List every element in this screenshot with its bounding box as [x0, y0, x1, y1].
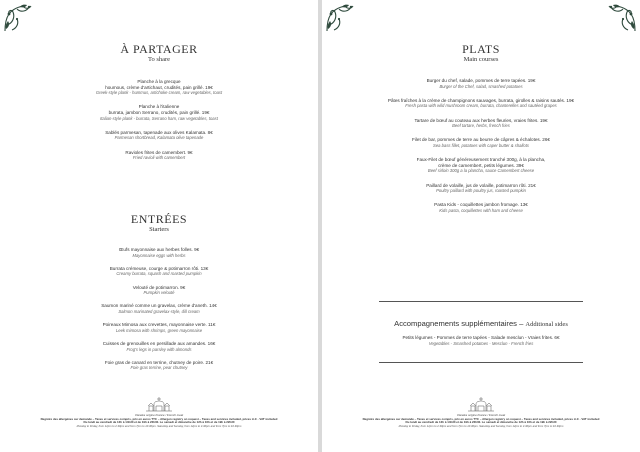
- menu-item-name: Foie gras de canard en terrine, chutney de poire. 21€: [104, 359, 214, 365]
- menu-item: [0, 79, 318, 95]
- menu-item-translation: Frog's legs in parsley with almonds: [126, 346, 192, 352]
- menu-item: [0, 150, 318, 161]
- menu-page-left: [0, 0, 318, 452]
- section-entrees: [0, 213, 318, 371]
- section-a-partager: [0, 43, 318, 160]
- menu-item-name: Tartare de bœuf au couteau aux herbes fleuries, vraies frites. 19€: [414, 117, 548, 123]
- menu-item: [0, 266, 318, 277]
- menu-item: [0, 130, 318, 141]
- footer: [0, 414, 318, 428]
- allergen-note: Registre des allergènes sur demande – Taxes et services compris, prix en euros TTC – Allergen registry on request – Taxes and services included, prices in € - VAT included: [40, 416, 278, 421]
- menu-item-translation: Poultry paillard with poultry jus, roasted pumpkin: [436, 188, 526, 194]
- menu-item-name: Velouté de potimarron. 9€: [132, 284, 186, 290]
- restaurant-logo-icon: [144, 396, 174, 412]
- opening-hours-fr: Du lundi au vendredi de 12h à 14h30 et de 19h à 22h30. Le samedi et dimanche de 12h à 16h et de 19h à 22h30: [83, 420, 235, 425]
- section-subtitle: Starters: [149, 226, 169, 233]
- section-accompagnements: [322, 319, 640, 346]
- opening-hours-en: Monday to Friday, from 12pm to 2.30pm and from 7pm to 10.30pm. Saturday and Sunday, from 12pm to 4.30pm and from 7pm to 10.30pm: [76, 424, 242, 428]
- section-title: [322, 319, 640, 329]
- opening-hours-en: Monday to Friday, from 12pm to 2.30pm and from 7pm to 10.30pm. Saturday and Sunday, from 12pm to 4.30pm and from 7pm to 10.30pm: [398, 424, 564, 428]
- menu-item-translation: Mayonnaise eggs with herbs: [132, 252, 186, 258]
- section-plats: [322, 43, 640, 213]
- menu-item-translation: Italian-style plank - burrata, Serrano ham, raw vegetables, toast: [100, 115, 218, 121]
- menu-item: [322, 157, 640, 173]
- menu-item-name: Ravioles frites de camembert. 9€: [125, 149, 193, 155]
- restaurant-logo-icon: [466, 396, 496, 412]
- section-title: ENTRÉES: [130, 212, 188, 226]
- menu-item-name: Faux-Filet de bœuf généreusement tranché 300g, à la plancha,: [416, 157, 546, 163]
- menu-item-translation: Leek mimosa with shrimps, green mayonnaise: [115, 327, 203, 333]
- menu-item-translation: Foie gras terrine, pear chutney: [130, 365, 188, 371]
- menu-page-right: [322, 0, 640, 452]
- sides-list-translation: Vegetables - Smashed potatoes - Mesclun - French fries: [428, 340, 534, 346]
- menu-item-name: Planche à l'italienne: [138, 104, 180, 110]
- section-subtitle: Additional sides: [525, 321, 568, 328]
- menu-item-translation: Beef sirloin 300g a la plancha, sauce Camembert cheese: [427, 168, 535, 174]
- section-subtitle: To share: [147, 56, 171, 63]
- menu-item-translation: Greek-style plank - hummus, artichoke cream, raw vegetables, toast: [95, 90, 223, 96]
- section-title: PLATS: [462, 42, 500, 56]
- section-divider: [379, 362, 583, 363]
- menu-item-name: Pâtes fraîches à la crème de champignons sauvages, burrata, girolles & raisins sautés. 19€: [387, 97, 575, 103]
- menu-item-name: Burger du chef, salade, pommes de terre tapées. 19€: [426, 78, 536, 83]
- menu-item-translation: Sea bass fillet, potatoes with caper butter & shallots: [433, 142, 529, 148]
- menu-item-translation: Fresh pasta with wild mushroom cream, burrata, chanterelles and sautéed grapes: [405, 103, 557, 109]
- menu-item-detail: crème de camembert, petits légumes. 39€: [438, 162, 524, 168]
- menu-item: [0, 322, 318, 333]
- flourish-ornament-icon: [3, 3, 33, 33]
- menu-item-name: Pasta Kids - coquillettes jambon fromage. 13€: [434, 202, 528, 208]
- menu-item: [0, 247, 318, 258]
- menu-item: [322, 137, 640, 148]
- menu-item-name: Œufs mayonnaise aux herbes folles. 9€: [118, 247, 200, 252]
- section-divider: [379, 301, 583, 302]
- menu-item-name: Saumon mariné comme un gravelax, crème d'aneth. 14€: [101, 303, 217, 309]
- menu-item-translation: Burger of the Chef, salad, smashed potatoes: [439, 83, 523, 89]
- menu-item: [0, 104, 318, 120]
- sides-list: Petits légumes - Pommes de terre tapées - Salade mesclun - Vraies frites. 6€: [402, 335, 560, 340]
- footer: [322, 414, 640, 428]
- menu-item-name: Poireaux Mimosa aux crevettes, mayonnaise verte. 11€: [102, 322, 216, 328]
- menu-item: [0, 303, 318, 314]
- section-title-fr: Accompagnements supplémentaires –: [394, 319, 526, 328]
- menu-item: [0, 360, 318, 371]
- menu-item-detail: houmous, crème d'artichaut, crudités, pain grillé. 19€: [105, 84, 213, 90]
- menu-item-name: Planche à la grecque: [137, 79, 181, 84]
- menu-item-translation: Fried ravioli with camembert: [132, 155, 186, 161]
- menu-item-translation: Salmon marinated gravelax-style, dill cream: [118, 308, 200, 314]
- meat-origin-note: Viandes origine France / French meat: [134, 413, 184, 417]
- section-subtitle: Main courses: [463, 56, 499, 63]
- menu-item: [322, 78, 640, 89]
- flourish-ornament-icon: [325, 3, 355, 33]
- menu-item-translation: Creamy burrata, squash and roasted pumpkin: [116, 271, 202, 277]
- menu-item-name: Paillard de volaille, jus de volaille, potimarron rôti. 21€: [426, 182, 536, 188]
- meat-origin-note: Viandes origine France / French meat: [456, 413, 506, 417]
- menu-item-name: Burrata crémeuse, courge & potimarron rôti. 13€: [109, 265, 209, 271]
- menu-item-translation: Parmesan shortbread, Kalamata olive tapenade: [114, 135, 204, 141]
- allergen-note: Registre des allergènes sur demande – Taxes et services compris, prix en euros TTC – Allergen registry on request – Taxes and services included, prices in € - VAT included: [362, 416, 600, 421]
- menu-item-name: Sablés parmesan, tapenade aux olives Kalamata. 8€: [105, 129, 213, 135]
- opening-hours-fr: Du lundi au vendredi de 12h à 14h30 et de 19h à 22h30. Le samedi et dimanche de 12h à 16h et de 19h à 22h30: [405, 420, 557, 425]
- section-title: À PARTAGER: [120, 42, 198, 56]
- menu-item: [322, 202, 640, 213]
- menu-item-name: Cuisses de grenouilles en persillade aux amandes. 16€: [102, 340, 216, 346]
- menu-item: [0, 285, 318, 296]
- menu-item: [322, 183, 640, 194]
- menu-item-detail: burrata, jambon Serrano, crudités, pain grillé. 19€: [108, 109, 210, 115]
- menu-item-name: Filet de bar, pommes de terre au beurre de câpres & échalotes. 26€: [412, 137, 550, 143]
- menu-item: [0, 341, 318, 352]
- menu-item-translation: Beef tartare, herbs, french fries: [452, 123, 510, 129]
- menu-item: [322, 98, 640, 109]
- menu-item-translation: Pumpkin velouté: [143, 290, 175, 296]
- menu-item: [322, 118, 640, 129]
- flourish-ornament-icon: [607, 3, 637, 33]
- menu-item-translation: Kids pasta, coquillettes with ham and cheese: [439, 207, 523, 213]
